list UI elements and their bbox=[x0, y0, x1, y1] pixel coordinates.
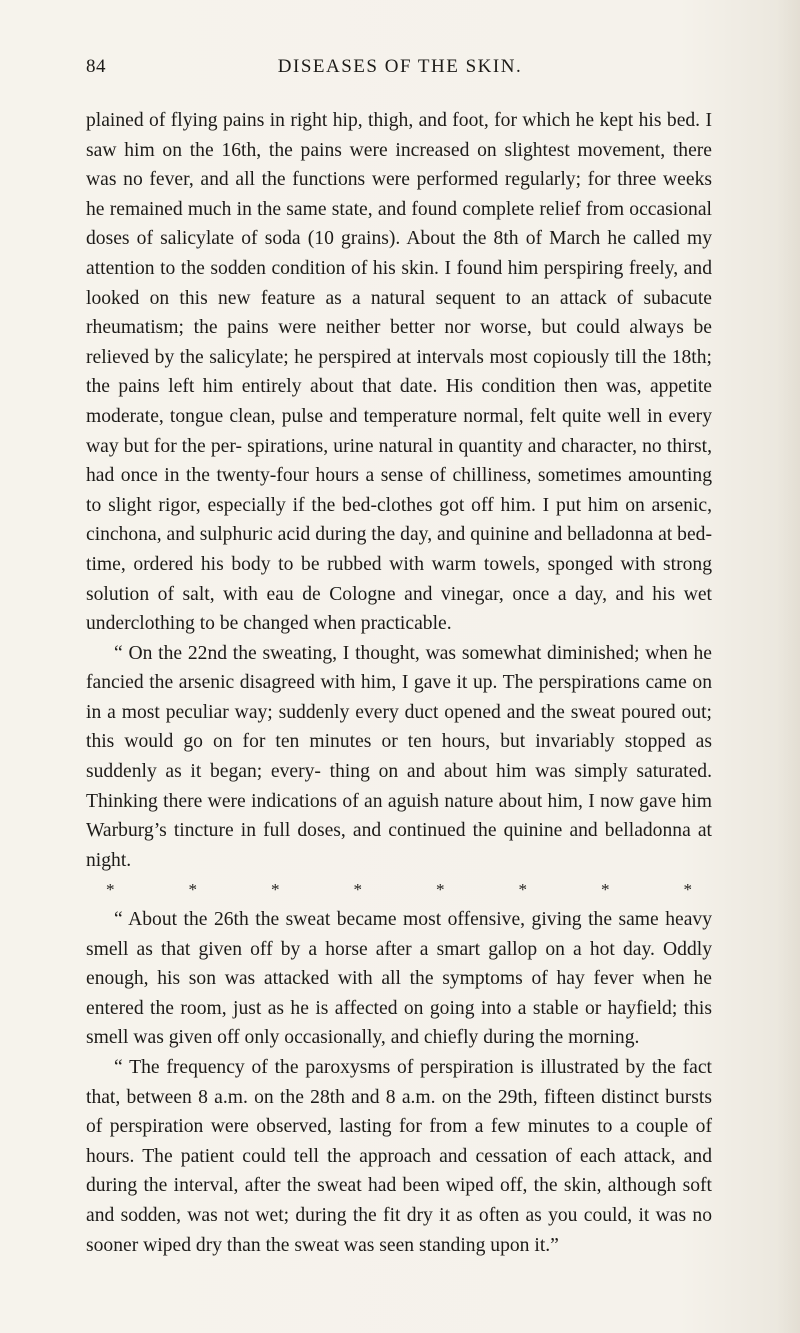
asterisk: * bbox=[518, 880, 527, 900]
section-break-asterisks bbox=[86, 875, 712, 905]
asterisk: * bbox=[106, 880, 115, 900]
paragraph-22nd: “ On the 22nd the sweating, I thought, was somewhat diminished; when he fancied the arsenic disagreed with him, I gave it up. The perspirations came on in a most peculiar way; suddenly every duct opened and the sweat poured out; this would go on for ten minutes or ten hours, but invariably stopped as suddenly as it began; every- thing on and about him was simply saturated. Thinking there were indications of an aguish nature about him, I now gave him Warburg’s tincture in full doses, and continued the quinine and belladonna at night. bbox=[86, 642, 712, 871]
running-head bbox=[86, 56, 714, 86]
page-number: 84 bbox=[86, 56, 106, 77]
body-text bbox=[86, 106, 712, 1260]
asterisk: * bbox=[683, 880, 692, 900]
asterisk: * bbox=[436, 880, 445, 900]
paragraph-continuation: plained of flying pains in right hip, thigh, and foot, for which he kept his bed. I saw him on the 16th, the pains were increased on slightest movement, there was no fever, and all the functions were performed regularly; for three weeks he remained much in the same state, and found complete relief from occasional doses of salicylate of soda (10 grains). About the 8th of March he called my attention to the sodden condition of his skin. I found him perspiring freely, and looked on this new feature as a natural sequent to an attack of subacute rheumatism; the pains were neither better nor worse, but could always be relieved by the salicylate; he perspired at intervals most copiously till the 18th; the pains left him entirely about that date. His condition then was, appetite moderate, tongue clean, pulse and temperature normal, felt quite well in every way but for the per- spirations, urine natural in quantity and character, no thirst, had once in the twenty-four hours a sense of chilliness, sometimes amounting to slight rigor, especially if the bed-clothes got off him. I put him on arsenic, cinchona, and sulphuric acid during the day, and quinine and belladonna at bed-time, ordered his body to be rubbed with warm towels, sponged with strong solution of salt, with eau de Cologne and vinegar, once a day, and his wet underclothing to be changed when practicable. bbox=[86, 110, 712, 635]
paragraph-26th: “ About the 26th the sweat became most offensive, giving the same heavy smell as that given off by a horse after a smart gallop on a hot day. Oddly enough, his son was attacked with all the symptoms of hay fever when he entered the room, just as he is affected on going into a stable or hayfield; this smell was given off only occasionally, and chiefly during the morning. bbox=[86, 909, 712, 1049]
running-title: DISEASES OF THE SKIN. bbox=[277, 56, 523, 77]
asterisk: * bbox=[601, 880, 610, 900]
asterisk: * bbox=[353, 880, 362, 900]
asterisk: * bbox=[188, 880, 197, 900]
asterisk: * bbox=[271, 880, 280, 900]
paragraph-frequency: “ The frequency of the paroxysms of perspiration is illustrated by the fact that, between 8 a.m. on the 28th and 8 a.m. on the 29th, fifteen distinct bursts of perspiration were observed, lasting for from a few minutes to a couple of hours. The patient could tell the approach and cessation of each attack, and during the interval, after the sweat had been wiped off, the skin, although soft and sodden, was not wet; during the fit dry it as often as you could, it was no sooner wiped dry than the sweat was seen standing upon it.” bbox=[86, 1057, 712, 1256]
